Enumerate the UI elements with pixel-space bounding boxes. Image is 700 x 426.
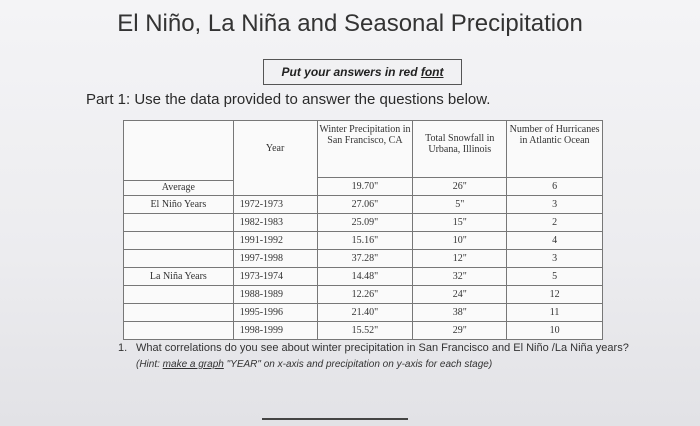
winter-cell: 27.06" xyxy=(317,196,413,214)
table-row xyxy=(124,196,603,214)
group-label-el-nino: El Niño Years xyxy=(124,196,234,214)
table-row xyxy=(124,304,603,322)
blank-cell xyxy=(124,232,234,250)
table-row xyxy=(124,214,603,232)
header-winter-precip: Winter Precipitation in San Francisco, CA xyxy=(317,121,413,178)
hurricanes-cell: 2 xyxy=(507,214,603,232)
winter-cell: 12.26" xyxy=(317,286,413,304)
part1-heading: Part 1: Use the data provided to answer the questions below. xyxy=(86,91,491,108)
hurricanes-cell: 3 xyxy=(507,196,603,214)
question-text: What correlations do you see about winter precipitation in San Francisco and El Niño /La Niña years? xyxy=(136,342,629,354)
hurricanes-cell: 3 xyxy=(507,250,603,268)
snow-cell: 32" xyxy=(413,268,507,286)
snow-cell: 29" xyxy=(413,322,507,340)
hint-make-graph: make a graph xyxy=(162,358,224,370)
snow-cell: 5" xyxy=(413,196,507,214)
header-year: Year xyxy=(233,121,317,196)
blank-cell xyxy=(124,214,234,232)
snow-cell: 38" xyxy=(413,304,507,322)
hint-prefix: (Hint: xyxy=(136,358,163,370)
winter-cell: 15.52" xyxy=(317,322,413,340)
table-row xyxy=(124,322,603,340)
answer-line xyxy=(262,418,408,420)
table-row xyxy=(124,250,603,268)
year-cell: 1973-1974 xyxy=(233,268,317,286)
snow-cell: 10" xyxy=(413,232,507,250)
header-hurricanes: Number of Hurricanes in Atlantic Ocean xyxy=(507,121,603,178)
table-row xyxy=(124,232,603,250)
snow-cell: 15" xyxy=(413,214,507,232)
answer-instructions-box xyxy=(263,59,462,85)
year-cell: 1982-1983 xyxy=(233,214,317,232)
year-cell: 1995-1996 xyxy=(233,304,317,322)
hurricanes-cell: 11 xyxy=(507,304,603,322)
winter-cell: 21.40" xyxy=(317,304,413,322)
year-cell: 1988-1989 xyxy=(233,286,317,304)
table-header-row xyxy=(124,121,603,178)
average-hurricanes: 6 xyxy=(507,178,603,196)
blank-cell xyxy=(124,304,234,322)
page-title: El Niño, La Niña and Seasonal Precipitation xyxy=(117,10,583,37)
hurricanes-cell: 5 xyxy=(507,268,603,286)
blank-cell xyxy=(124,322,234,340)
average-winter: 19.70" xyxy=(317,178,413,196)
data-table xyxy=(123,120,603,340)
hurricanes-cell: 4 xyxy=(507,232,603,250)
year-cell: 1998-1999 xyxy=(233,322,317,340)
average-label: Average xyxy=(124,180,233,195)
hint-suffix: "YEAR" on x-axis and precipitation on y-axis for each stage) xyxy=(223,358,493,370)
snow-cell: 12" xyxy=(413,250,507,268)
group-label-la-nina: La Niña Years xyxy=(124,268,234,286)
winter-cell: 37.28" xyxy=(317,250,413,268)
table-row xyxy=(124,268,603,286)
table-row xyxy=(124,286,603,304)
header-blank-cell xyxy=(124,121,234,196)
average-snow: 26" xyxy=(413,178,507,196)
blank-cell xyxy=(124,286,234,304)
winter-cell: 15.16" xyxy=(317,232,413,250)
answer-instructions-text: Put your answers in red xyxy=(281,65,421,79)
hurricanes-cell: 12 xyxy=(507,286,603,304)
question-number: 1. xyxy=(118,342,128,354)
blank-cell xyxy=(124,250,234,268)
header-snowfall: Total Snowfall in Urbana, Illinois xyxy=(413,121,507,178)
answer-instructions-font-link: font xyxy=(420,65,444,79)
year-cell: 1972-1973 xyxy=(233,196,317,214)
winter-cell: 14.48" xyxy=(317,268,413,286)
snow-cell: 24" xyxy=(413,286,507,304)
year-cell: 1991-1992 xyxy=(233,232,317,250)
hurricanes-cell: 10 xyxy=(507,322,603,340)
question-1 xyxy=(118,341,638,373)
year-cell: 1997-1998 xyxy=(233,250,317,268)
winter-cell: 25.09" xyxy=(317,214,413,232)
question-hint xyxy=(136,359,492,370)
